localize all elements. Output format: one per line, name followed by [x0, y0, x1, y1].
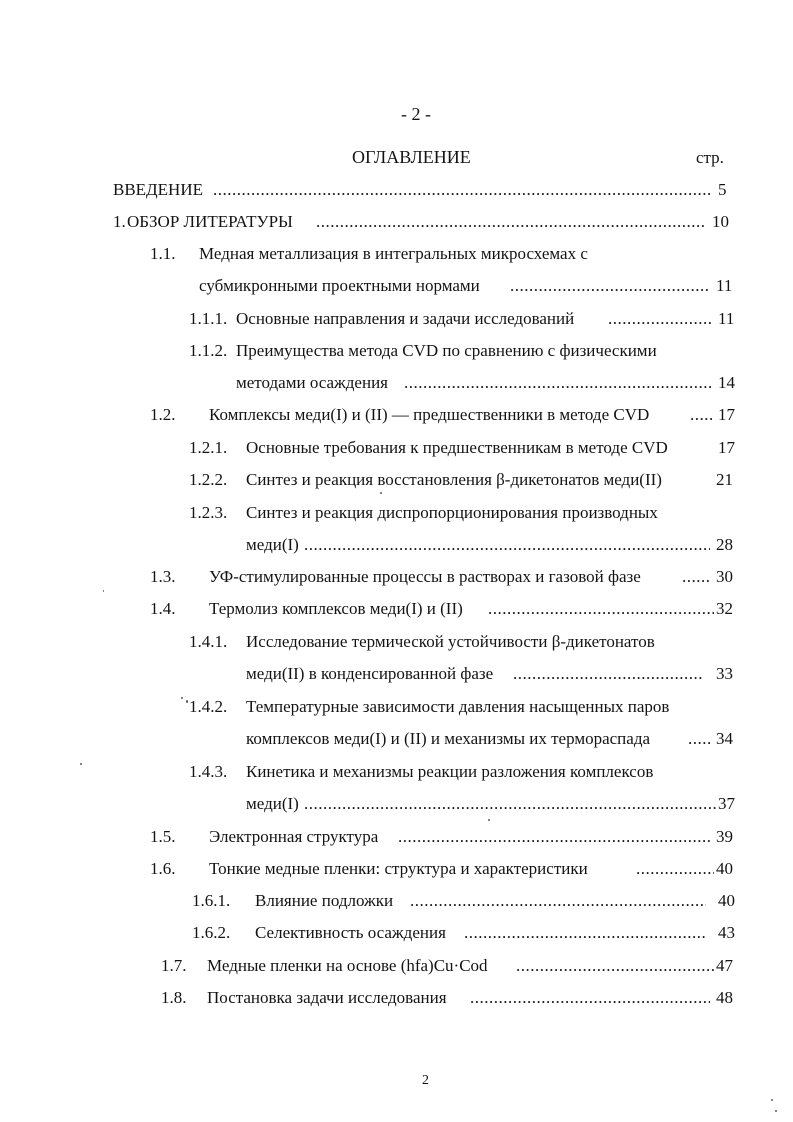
toc-entry-page: 33 [716, 664, 733, 683]
toc-entry-number: 1.5. [150, 827, 176, 846]
toc-leader-dots [516, 956, 714, 976]
toc-entry-page: 37 [718, 794, 735, 813]
toc-entry-title: Синтез и реакция восстановления β-дикетонатов меди(II) [246, 470, 662, 489]
toc-entry-title: Комплексы меди(I) и (II) — предшественники в методе CVD [209, 405, 650, 424]
toc-entry-title: Термолиз комплексов меди(I) и (II) [209, 599, 463, 618]
scan-speck [380, 492, 382, 494]
toc-entry-number: 1.6.1. [192, 891, 231, 910]
toc-entry-number: 1.3. [150, 567, 176, 586]
toc-entry-title: УФ-стимулированные процессы в растворах и газовой фазе [209, 567, 641, 586]
toc-entry-number: 1.7. [161, 956, 187, 975]
toc-leader-dots [304, 794, 716, 814]
scan-speck [80, 763, 82, 765]
toc-entry-number: 1.2. [150, 405, 176, 424]
scan-speck [186, 700, 188, 703]
toc-entry-title: Основные требования к предшественникам в методе CVD [246, 438, 668, 457]
toc-entry-number: 1.1.2. [189, 341, 228, 360]
toc-entry-title: Преимущества метода CVD по сравнению с физическими [236, 341, 657, 360]
scan-speck [488, 819, 490, 821]
toc-leader-dots [636, 859, 714, 879]
toc-title: ОГЛАВЛЕНИЕ [352, 147, 471, 167]
toc-entry-title-continuation: меди(I) [246, 794, 299, 813]
toc-entry-page: 40 [718, 891, 735, 910]
toc-entry-title: Температурные зависимости давления насыщенных паров [246, 697, 670, 716]
toc-entry-title-continuation: меди(II) в конденсированной фазе [246, 664, 494, 683]
toc-leader-dots [488, 599, 714, 619]
toc-entry-number: 1.6. [150, 859, 176, 878]
toc-entry-title: Селективность осаждения [255, 923, 446, 942]
toc-leader-dots [608, 309, 712, 329]
toc-entry-page: 43 [718, 923, 735, 942]
toc-entry-title: Медные пленки на основе (hfa)Cu·Cod [207, 956, 488, 975]
toc-entry-title: Электронная структура [209, 827, 379, 846]
toc-entry-title-continuation: субмикронными проектными нормами [199, 276, 480, 295]
toc-entry-page: 11 [718, 309, 735, 328]
page-column-label: стр. [696, 148, 724, 167]
toc-entry-number: 1.1.1. [189, 309, 228, 328]
toc-entry-title: Медная металлизация в интегральных микросхемах с [199, 244, 588, 263]
toc-entry-title: ВВЕДЕНИЕ [113, 180, 203, 199]
toc-entry-page: 39 [716, 827, 733, 846]
toc-entry-title: ОБЗОР ЛИТЕРАТУРЫ [127, 212, 293, 231]
toc-entry-page: 40 [716, 859, 733, 878]
toc-entry-number: 1.1. [150, 244, 176, 263]
toc-leader-dots [470, 988, 710, 1008]
toc-entry-number: 1.4.3. [189, 762, 228, 781]
toc-entry-title: Основные направления и задачи исследований [236, 309, 575, 328]
toc-entry-page: 11 [716, 276, 733, 295]
scan-speck [775, 1110, 777, 1112]
scan-speck [181, 697, 183, 699]
toc-entry-page: 32 [716, 599, 733, 618]
toc-leader-dots [410, 891, 706, 911]
toc-leader-dots [510, 276, 710, 296]
scan-speck [103, 590, 104, 592]
toc-leader-dots [690, 405, 712, 425]
toc-entry-page: 21 [716, 470, 733, 489]
toc-entry-title: Влияние подложки [255, 891, 394, 910]
toc-entry-page: 48 [716, 988, 733, 1007]
toc-leader-dots [464, 923, 706, 943]
toc-entry-number: 1.2.1. [189, 438, 228, 457]
toc-entry-number: 1.6.2. [192, 923, 231, 942]
toc-entry-number: 1.2.3. [189, 503, 228, 522]
toc-entry-title: Синтез и реакция диспропорционирования производных [246, 503, 658, 522]
toc-leader-dots [682, 567, 710, 587]
toc-entry-page: 17 [718, 405, 735, 424]
toc-entry-page: 30 [716, 567, 733, 586]
toc-entry-title: Кинетика и механизмы реакции разложения комплексов [246, 762, 654, 781]
toc-leader-dots [688, 729, 710, 749]
toc-entry-number: 1.4.2. [189, 697, 228, 716]
page-number-header: - 2 - [401, 104, 431, 124]
toc-leader-dots [213, 180, 710, 200]
toc-leader-dots [513, 664, 703, 684]
footer-page-number: 2 [422, 1073, 429, 1088]
toc-entry-page: 34 [716, 729, 733, 748]
toc-entry-title: Исследование термической устойчивости β-дикетонатов [246, 632, 655, 651]
toc-entry-page: 28 [716, 535, 733, 554]
toc-entry-number: 1.4. [150, 599, 176, 618]
toc-entry-page: 17 [718, 438, 735, 457]
toc-entry-title: Постановка задачи исследования [207, 988, 447, 1007]
toc-leader-dots [404, 373, 712, 393]
toc-entry-title-continuation: методами осаждения [236, 373, 388, 392]
toc-entry-number: 1. [113, 212, 126, 231]
toc-entry-title: Тонкие медные пленки: структура и характеристики [209, 859, 588, 878]
toc-leader-dots [316, 212, 706, 232]
toc-entry-page: 14 [718, 373, 735, 392]
toc-entry-page: 5 [718, 180, 727, 199]
toc-entry-page: 47 [716, 956, 733, 975]
toc-leader-dots [304, 535, 710, 555]
toc-entry-title-continuation: меди(I) [246, 535, 299, 554]
toc-leader-dots [398, 827, 710, 847]
toc-entry-number: 1.4.1. [189, 632, 228, 651]
toc-entry-page: 10 [712, 212, 729, 231]
toc-entry-number: 1.2.2. [189, 470, 228, 489]
toc-entry-number: 1.8. [161, 988, 187, 1007]
toc-entry-title-continuation: комплексов меди(I) и (II) и механизмы их термораспада [246, 729, 651, 748]
scan-speck [771, 1099, 773, 1101]
